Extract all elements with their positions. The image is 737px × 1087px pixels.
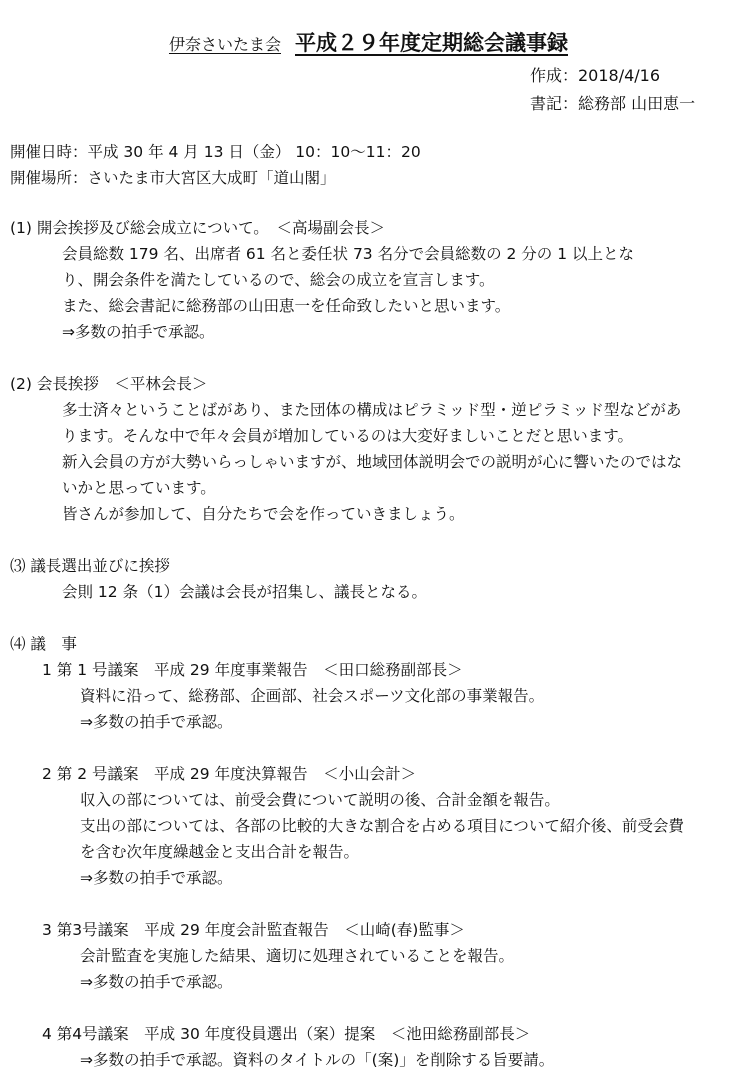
agenda-item-2-line: を含む次年度繰越金と支出合計を報告。: [80, 843, 360, 861]
section-1-line: ⇒多数の拍手で承認。: [62, 323, 215, 341]
meeting-datetime: 開催日時：平成 30 年 4 月 13 日（金） 10：10～11：20: [10, 143, 421, 161]
section-3-heading: ⑶ 議長選出並びに挨拶: [10, 557, 170, 575]
agenda-item-2-title: 2 第 2 号議案 平成 29 年度決算報告 ＜小山会計＞: [42, 765, 417, 783]
agenda-item-1-line: ⇒多数の拍手で承認。: [80, 713, 233, 731]
agenda-item-4-line: ⇒多数の拍手で承認。資料のタイトルの「(案)」を削除する旨要請。: [80, 1051, 555, 1069]
section-1-line: 会員総数 179 名、出席者 61 名と委任状 73 名分で会員総数の 2 分の 1 以上とな: [62, 245, 635, 263]
section-2-line: 多士済々ということばがあり、また団体の構成はピラミッド型・逆ピラミッド型などがあ: [62, 401, 682, 419]
section-1-line: また、総会書記に総務部の山田恵一を任命致したいと思います。: [62, 297, 511, 315]
agenda-item-4-title: 4 第4号議案 平成 30 年度役員選出（案）提案 ＜池田総務副部長＞: [42, 1025, 531, 1043]
agenda-item-3-title: 3 第3号議案 平成 29 年度会計監査報告 ＜山崎(春)監事＞: [42, 921, 465, 939]
created-date: 作成：2018/4/16: [530, 66, 661, 85]
agenda-item-2-line: 支出の部については、各部の比較的大きな割合を占める項目について紹介後、前受会費: [80, 817, 684, 835]
agenda-item-1-title: 1 第 1 号議案 平成 29 年度事業報告 ＜田口総務副部長＞: [42, 661, 463, 679]
document-title: [0, 27, 737, 57]
agenda-item-3-line: 会計監査を実施した結果、適切に処理されていることを報告。: [80, 947, 515, 965]
agenda-item-1-line: 資料に沿って、総務部、企画部、社会スポーツ文化部の事業報告。: [80, 687, 545, 705]
clerk-name: 書記：総務部 山田恵一: [530, 94, 696, 113]
section-2-line: 皆さんが参加して、自分たちで会を作っていきましょう。: [62, 505, 465, 523]
minutes-title: 平成２９年度定期総会議事録: [295, 31, 568, 55]
agenda-item-3-line: ⇒多数の拍手で承認。: [80, 973, 233, 991]
section-4-heading: ⑷ 議 事: [10, 635, 77, 653]
section-1-heading: (1) 開会挨拶及び総会成立について。 ＜高場副会長＞: [10, 219, 386, 237]
agenda-item-2-line: 収入の部については、前受会費について説明の後、合計金額を報告。: [80, 791, 560, 809]
section-2-line: ります。そんな中で年々会員が増加しているのは大変好ましいことだと思います。: [62, 427, 634, 445]
section-3-line: 会則 12 条（1）会議は会長が招集し、議長となる。: [62, 583, 427, 601]
section-2-line: いかと思っています。: [62, 479, 216, 497]
meeting-place: 開催場所：さいたま市大宮区大成町「道山閣」: [10, 169, 336, 187]
section-2-line: 新入会員の方が大勢いらっしゃいますが、地域団体説明会での説明が心に響いたのではな: [62, 453, 683, 471]
section-2-heading: (2) 会長挨拶 ＜平林会長＞: [10, 375, 208, 393]
organization-name: 伊奈さいたま会: [168, 35, 281, 54]
agenda-item-2-line: ⇒多数の拍手で承認。: [80, 869, 233, 887]
section-1-line: り、開会条件を満たしているので、総会の成立を宣言します。: [62, 271, 495, 289]
